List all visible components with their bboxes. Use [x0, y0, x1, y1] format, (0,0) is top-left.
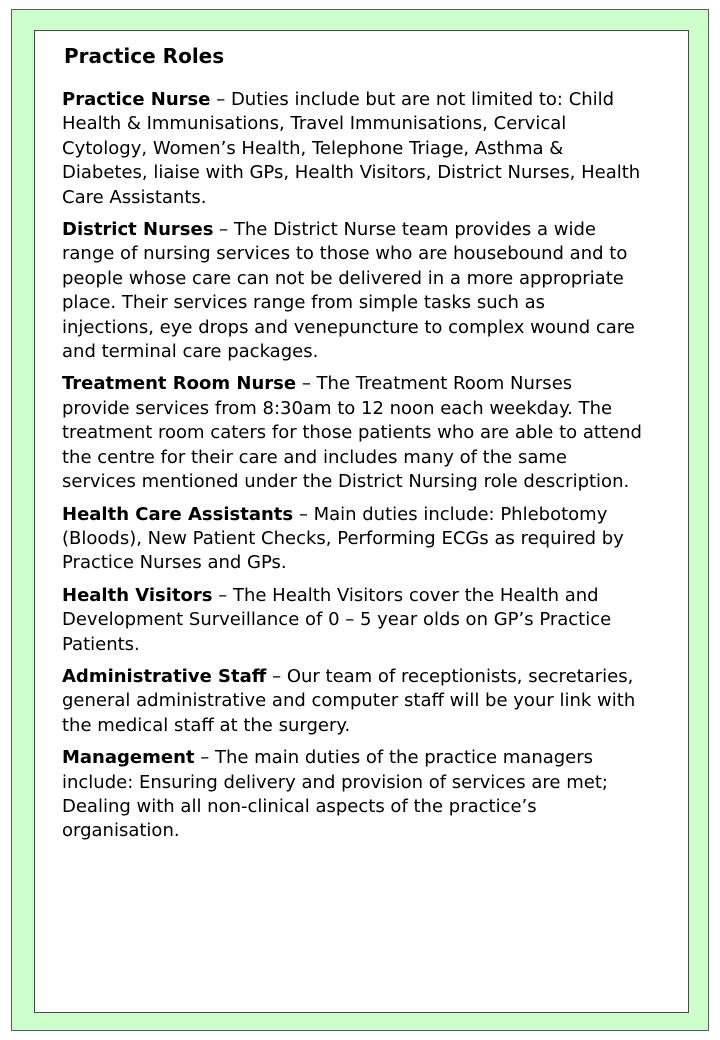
page-title: Practice Roles [64, 44, 225, 68]
roles-list [62, 88, 642, 852]
role-separator: – [212, 584, 233, 606]
role-description: The Health Visitors cover the Health and Development Surveillance of 0 – 5 year olds on GP’s Practice Patients. [62, 584, 612, 655]
role-treatment-room-nurse [62, 372, 642, 494]
role-description: Duties include but are not limited to: Child Health & Immunisations, Travel Immunisations, Cervical Cytology, Women’s Health, Telephone Triage, Asthma & Diabetes, liaise with GPs, Health Visitors, District Nurses, Health Care Assistants. [62, 89, 641, 208]
role-separator: – [213, 219, 234, 241]
role-name: Administrative Staff [62, 665, 267, 687]
role-separator: – [266, 665, 287, 687]
role-name: Health Visitors [62, 584, 213, 606]
role-separator: – [293, 503, 314, 525]
role-district-nurses [62, 218, 642, 364]
role-description: Our team of receptionists, secretaries, general administrative and computer staff will be your link with the medical staff at the surgery. [62, 665, 636, 736]
role-description: The Treatment Room Nurses provide services from 8:30am to 12 noon each weekday. The treatment room caters for those patients who are able to attend the centre for their care and includes many of the same services mentioned under the District Nursing role description. [62, 373, 642, 493]
role-name: Health Care Assistants [62, 503, 294, 525]
role-health-visitors [62, 584, 642, 657]
role-management [62, 746, 642, 844]
role-name: Practice Nurse [62, 89, 211, 110]
role-description: The District Nurse team provides a wide range of nursing services to those who are housebound and to people whose care can not be delivered in a more appropriate place. Their services range from simple tasks such as injections, eye drops and venepuncture to complex wound care and terminal care packages. [62, 219, 635, 363]
role-separator: – [210, 89, 231, 110]
role-separator: – [296, 373, 317, 395]
role-health-care-assistants [62, 503, 642, 576]
role-separator: – [194, 747, 215, 769]
role-administrative-staff [62, 665, 642, 738]
role-name: District Nurses [62, 219, 214, 241]
role-name: Management [62, 747, 195, 769]
role-practice-nurse [62, 88, 642, 210]
role-description: Main duties include: Phlebotomy (Bloods), New Patient Checks, Performing ECGs as required by Practice Nurses and GPs. [62, 503, 624, 574]
role-name: Treatment Room Nurse [62, 373, 297, 395]
role-description: The main duties of the practice managers include: Ensuring delivery and provision of services are met; Dealing with all non-clinical aspects of the practice’s organisation. [62, 747, 608, 842]
